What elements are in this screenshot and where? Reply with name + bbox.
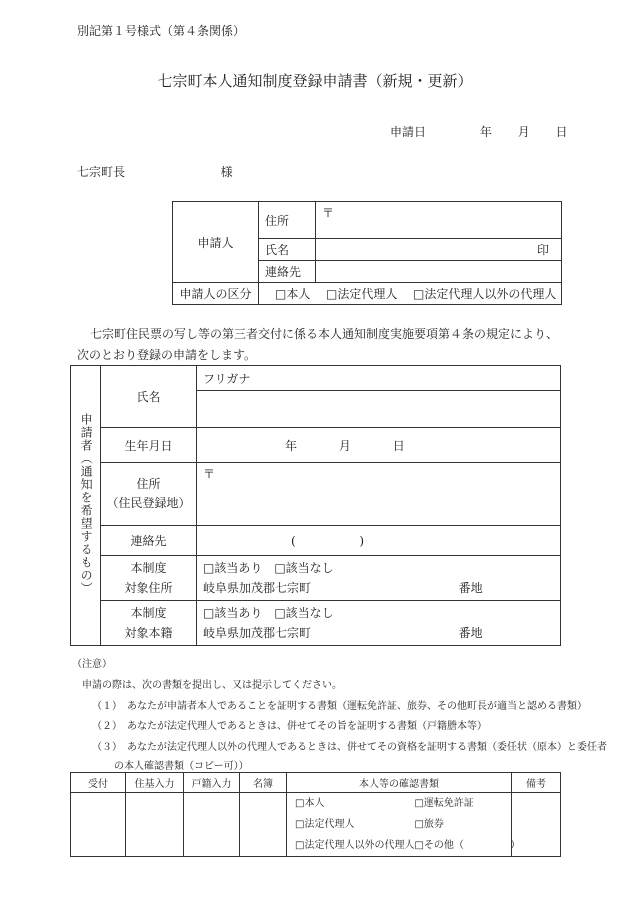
checkbox-other-agent-id[interactable]: □法定代理人以外の代理人 (295, 840, 415, 851)
addressee-name: 七宗町長 (77, 165, 126, 179)
note-item-3: （３） あなたが法定代理人以外の代理人であるときは、併せてその資格を証明する書類（委任状（原本）と委任者 (92, 742, 607, 753)
checkbox-other-doc[interactable] (414, 835, 520, 856)
checkbox-self[interactable]: □本人 (275, 287, 311, 301)
date-year: 年 (479, 125, 492, 139)
application-date (390, 123, 568, 140)
note-item-2: （２） あなたが法定代理人であるときは、併せてその旨を証明する書類（戸籍謄本等） (92, 721, 487, 732)
checkbox-legal-agent-id[interactable]: □法定代理人 (295, 819, 355, 830)
checkbox-self-id[interactable]: □本人 (295, 798, 325, 809)
residence-label-cell (101, 556, 197, 601)
side-label-cell (71, 366, 101, 646)
residence-field[interactable] (197, 556, 561, 601)
postal-mark: 〒 (203, 467, 216, 481)
checkbox-passport[interactable]: □旅券 (414, 819, 444, 830)
addressee-honorific: 様 (220, 165, 233, 179)
birth-label: 生年月日 (101, 428, 197, 463)
domicile-label-cell (101, 601, 197, 646)
domicile-address-line (203, 623, 560, 643)
id-documents-cell (287, 793, 521, 857)
address-label: 住所 (136, 476, 161, 491)
applicant-table (172, 201, 562, 305)
statement-line-2: 次のとおり登録の申請をします。 (77, 348, 257, 362)
contact-label: 連絡先 (101, 526, 197, 556)
register-cell[interactable] (240, 793, 287, 857)
other-doc-label: □その他（ (414, 840, 464, 851)
header-register: 名簿 (240, 773, 287, 793)
residence-options[interactable]: □該当あり □該当なし (203, 560, 334, 575)
side-label: 申請者（通知を希望するもの） (79, 413, 94, 595)
furigana-label: フリガナ (203, 371, 251, 386)
domicile-address: 岐阜県加茂郡七宗町 (203, 626, 312, 640)
applicant-name-label: 氏名 (259, 239, 316, 261)
furigana-field[interactable] (197, 366, 561, 391)
reception-cell[interactable] (71, 793, 126, 857)
domicile-label-2: 対象本籍 (124, 626, 173, 640)
header-family-input: 戸籍入力 (184, 773, 240, 793)
date-label: 申請日 (390, 125, 427, 139)
address-label-cell (101, 463, 197, 526)
addressee (77, 163, 233, 180)
paren-close: ) (359, 533, 365, 548)
applicant-label: 申請人 (173, 202, 259, 283)
form-number: 別記第１号様式（第４条関係） (77, 24, 246, 38)
domicile-number: 番地 (458, 626, 483, 640)
residence-label-2: 対象住所 (124, 581, 173, 595)
header-resident-input: 住基入力 (126, 773, 184, 793)
date-day: 日 (555, 125, 568, 139)
resident-input-cell[interactable] (126, 793, 184, 857)
date-month: 月 (517, 125, 530, 139)
applicant-address-field[interactable] (316, 202, 562, 239)
name-field[interactable] (197, 391, 561, 428)
family-input-cell[interactable] (184, 793, 240, 857)
applicant-name-field[interactable] (316, 239, 562, 261)
header-remarks: 備考 (512, 773, 561, 793)
header-reception: 受付 (71, 773, 126, 793)
address-sub-label: （住民登録地） (106, 496, 191, 510)
applicant-contact-label: 連絡先 (259, 261, 316, 283)
checkbox-drivers-license[interactable]: □運転免許証 (414, 798, 474, 809)
applicant-category-label: 申請人の区分 (173, 283, 259, 305)
postal-mark: 〒 (322, 206, 335, 220)
notes-heading: （注意） (72, 659, 112, 670)
page-title: 七宗町本人通知制度登録申請書（新規・更新） (157, 72, 473, 90)
office-use-table (70, 772, 561, 857)
residence-label-1: 本制度 (130, 560, 167, 575)
birth-year: 年 (285, 438, 298, 453)
applicant-category-options (259, 283, 562, 305)
residence-address-line (203, 578, 560, 598)
domicile-label-1: 本制度 (130, 605, 167, 620)
contact-field[interactable] (197, 526, 561, 556)
other-doc-close: ） (510, 840, 521, 851)
domicile-options[interactable]: □該当あり □該当なし (203, 605, 334, 620)
note-item-3-cont: の本人確認書類（コピー可）） (114, 761, 249, 772)
statement-line-1: 七宗町住民票の写し等の第三者交付に係る本人通知制度実施要項第４条の規定により、 (90, 327, 559, 341)
birth-field[interactable] (197, 428, 561, 463)
checkbox-other-agent[interactable]: □法定代理人以外の代理人 (413, 287, 557, 301)
birth-month: 月 (338, 438, 351, 453)
registration-table (70, 365, 561, 646)
notes-intro: 申請の際は、次の書類を提出し、又は提示してください。 (82, 680, 342, 691)
address-field[interactable] (197, 463, 561, 526)
note-item-1: （１） あなたが申請者本人であることを証明する書類（運転免許証、旅券、その他町長が適当と認める書類） (92, 701, 587, 712)
name-label: 氏名 (101, 366, 197, 428)
header-id-documents: 本人等の確認書類 (287, 773, 512, 793)
paren-open: ( (291, 533, 296, 548)
checkbox-legal-agent[interactable]: □法定代理人 (326, 287, 398, 301)
applicant-address-label: 住所 (259, 202, 316, 239)
residence-address: 岐阜県加茂郡七宗町 (203, 581, 312, 595)
birth-day: 日 (392, 438, 405, 453)
residence-number: 番地 (458, 581, 483, 595)
applicant-contact-field[interactable] (316, 261, 562, 283)
seal-mark: 印 (536, 243, 549, 257)
domicile-field[interactable] (197, 601, 561, 646)
